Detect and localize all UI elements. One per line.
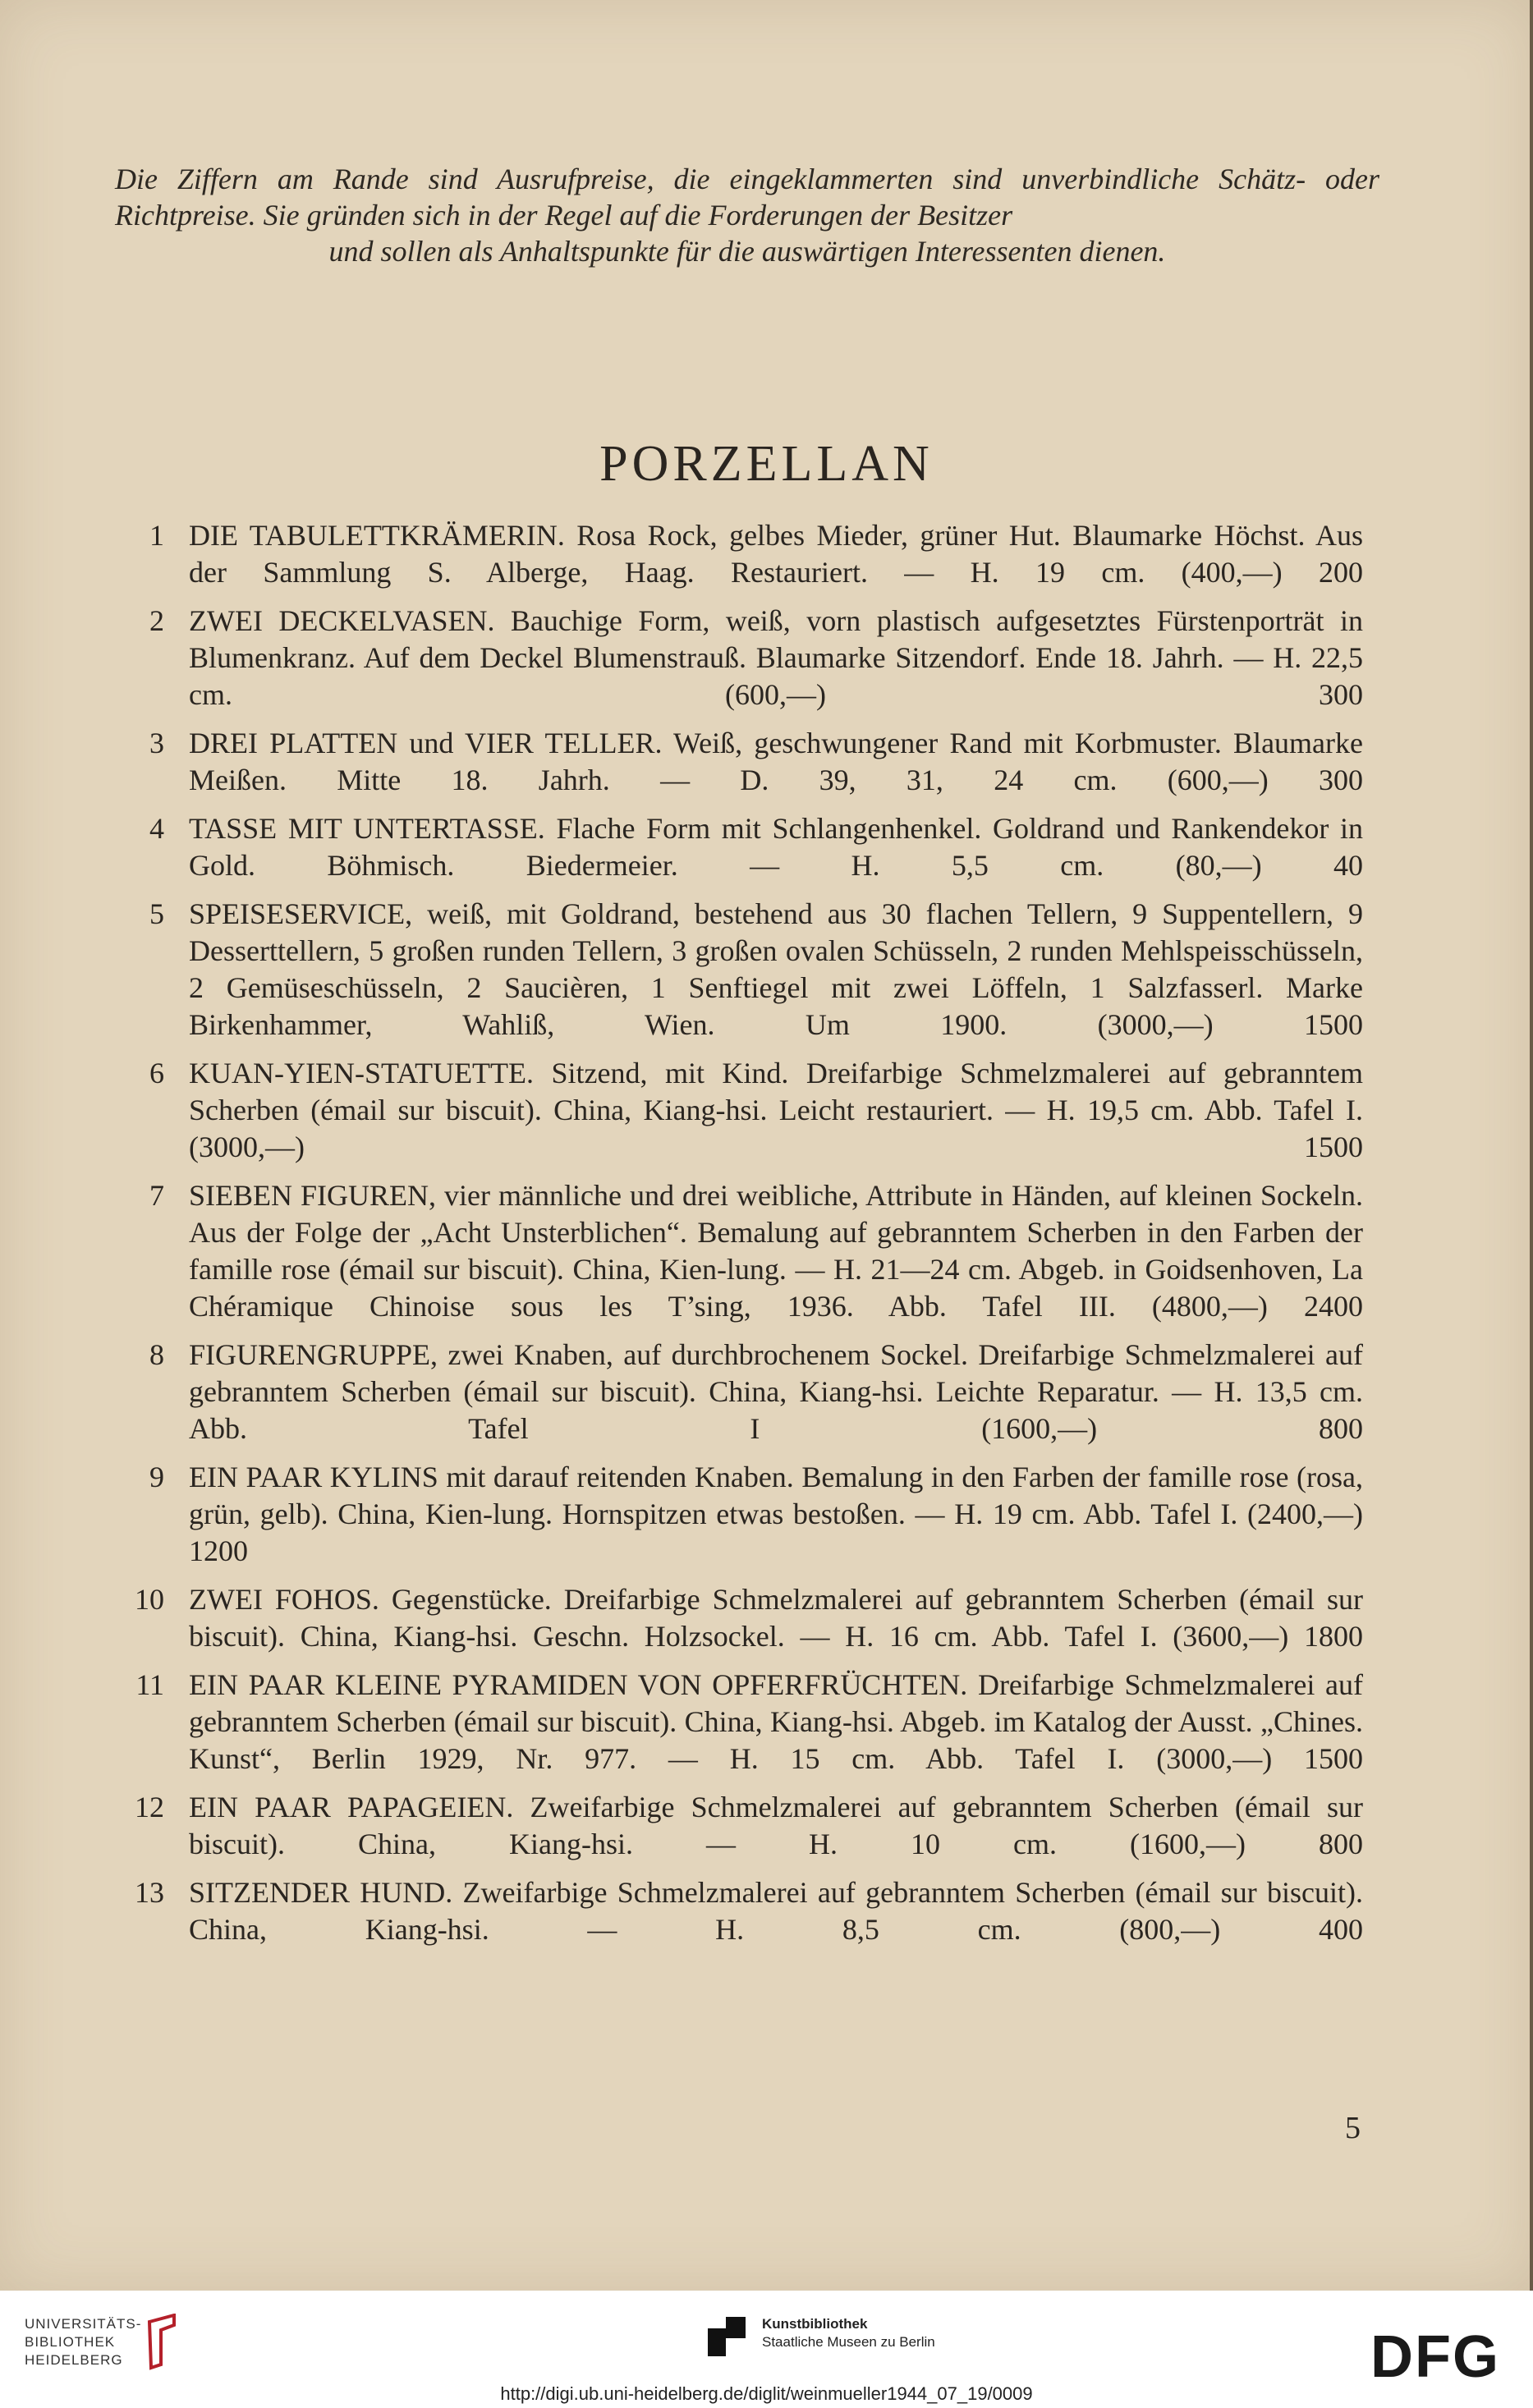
entry-number: 6 bbox=[149, 1057, 164, 1089]
intro-line-2: und sollen als Anhaltspunkte für die auswärtigen Interessenten dienen. bbox=[328, 235, 1166, 268]
catalog-entry bbox=[123, 1337, 1363, 1447]
kunstbibliothek-label[interactable]: Kunstbibliothek Staatliche Museen zu Berlin bbox=[762, 2316, 935, 2350]
kunstbibliothek-logo-icon bbox=[705, 2314, 750, 2360]
entry-text: EIN PAAR PAPAGEIEN. Zweifarbige Schmelzmalerei auf gebranntem Scherben (émail sur biscuit). China, Kiang-hsi. — H. 10 cm. (1600,—) 800 bbox=[189, 1791, 1363, 1860]
entry-text: DIE TABULETTKRÄMERIN. Rosa Rock, gelbes Mieder, grüner Hut. Blaumarke Höchst. Aus der Sammlung S. Alberge, Haag. Restauriert. — H. 19 cm. (400,—) 200 bbox=[189, 519, 1363, 589]
intro-line-1: Die Ziffern am Rande sind Ausrufpreise, die eingeklammerten sind unverbindliche Schätz- oder Richtpreise. Sie gründen sich in der Regel auf die Forderungen der Besitzer bbox=[115, 163, 1379, 232]
catalog-entries bbox=[123, 517, 1363, 1960]
entry-number: 10 bbox=[135, 1583, 164, 1616]
entry-text: EIN PAAR KLEINE PYRAMIDEN VON OPFERFRÜCHTEN. Dreifarbige Schmelzmalerei auf gebranntem Scherben (émail sur biscuit). China, Kiang-hsi. Abgeb. im Katalog der Ausst. „Chines. Kunst“, Berlin 1929, Nr. 977. — H. 15 cm. Abb. Tafel I. (3000,—) 1500 bbox=[189, 1668, 1363, 1775]
heidelberg-library-logo[interactable]: UNIVERSITÄTS- BIBLIOTHEK HEIDELBERG bbox=[25, 2316, 142, 2368]
entry-number: 13 bbox=[135, 1876, 164, 1909]
intro-note bbox=[115, 161, 1379, 269]
entry-text: EIN PAAR KYLINS mit darauf reitenden Knaben. Bemalung in den Farben der famille rose (rosa, grün, gelb). China, Kien-lung. Hornspitzen etwas bestoßen. — H. 19 cm. Abb. Tafel I. (2400,—) 1200 bbox=[189, 1461, 1363, 1567]
section-title: PORZELLAN bbox=[599, 436, 934, 492]
heidelberg-mark-icon bbox=[141, 2314, 182, 2371]
catalog-entry bbox=[123, 517, 1363, 591]
entry-number: 4 bbox=[149, 812, 164, 845]
entry-number: 12 bbox=[135, 1791, 164, 1823]
entry-number: 1 bbox=[149, 519, 164, 552]
entry-number: 2 bbox=[149, 604, 164, 637]
catalog-entry bbox=[123, 1789, 1363, 1863]
dfg-logo[interactable]: DFG bbox=[1370, 2324, 1500, 2390]
catalog-entry bbox=[123, 1055, 1363, 1166]
entry-number: 11 bbox=[135, 1668, 164, 1701]
entry-text: DREI PLATTEN und VIER TELLER. Weiß, geschwungener Rand mit Korbmuster. Blaumarke Meißen. Mitte 18. Jahrh. — D. 39, 31, 24 cm. (600,—) 300 bbox=[189, 727, 1363, 796]
entry-text: ZWEI FOHOS. Gegenstücke. Dreifarbige Schmelzmalerei auf gebranntem Scherben (émail sur biscuit). China, Kiang-hsi. Geschn. Holzsockel. — H. 16 cm. Abb. Tafel I. (3600,—) 1800 bbox=[189, 1583, 1363, 1653]
catalog-entry bbox=[123, 1874, 1363, 1948]
entry-number: 9 bbox=[149, 1461, 164, 1493]
entry-number: 3 bbox=[149, 727, 164, 759]
catalog-entry bbox=[123, 810, 1363, 884]
page-number: 5 bbox=[1345, 2111, 1361, 2145]
entry-text: KUAN-YIEN-STATUETTE. Sitzend, mit Kind. Dreifarbige Schmelzmalerei auf gebranntem Scherben (émail sur biscuit). China, Kiang-hsi. Leicht restauriert. — H. 19,5 cm. Abb. Tafel I. (3000,—) 1500 bbox=[189, 1057, 1363, 1163]
entry-number: 7 bbox=[149, 1179, 164, 1212]
catalog-entry bbox=[123, 1459, 1363, 1570]
catalog-entry bbox=[123, 896, 1363, 1043]
entry-text: ZWEI DECKELVASEN. Bauchige Form, weiß, vorn plastisch aufgesetztes Fürstenporträt in Blumenkranz. Auf dem Deckel Blumenstrauß. Blaumarke Sitzendorf. Ende 18. Jahrh. — H. 22,5 cm. (600,—) 300 bbox=[189, 604, 1363, 711]
permalink-url[interactable]: http://digi.ub.uni-heidelberg.de/diglit/weinmueller1944_07_19/0009 bbox=[500, 2383, 1033, 2404]
catalog-entry bbox=[123, 1581, 1363, 1655]
entry-text: TASSE MIT UNTERTASSE. Flache Form mit Schlangenhenkel. Goldrand und Rankendekor in Gold. Böhmisch. Biedermeier. — H. 5,5 cm. (80,—) 40 bbox=[189, 812, 1363, 882]
entry-text: SIEBEN FIGUREN, vier männliche und drei weibliche, Attribute in Händen, auf kleinen Sockeln. Aus der Folge der „Acht Unsterblichen“. Bemalung auf gebranntem Scherben in den Farben der famille rose (émail sur biscuit). China, Kien-lung. — H. 21—24 cm. Abgeb. in Goidsenhoven, La Chéramique Chinoise sous les T’sing, 1936. Abb. Tafel III. (4800,—) 2400 bbox=[189, 1179, 1363, 1323]
catalog-entry bbox=[123, 725, 1363, 799]
entry-number: 5 bbox=[149, 897, 164, 930]
catalog-entry bbox=[123, 603, 1363, 713]
catalog-entry bbox=[123, 1177, 1363, 1325]
entry-text: FIGURENGRUPPE, zwei Knaben, auf durchbrochenem Sockel. Dreifarbige Schmelzmalerei auf gebranntem Scherben (émail sur biscuit). China, Kiang-hsi. Leichte Reparatur. — H. 13,5 cm. Abb. Tafel I (1600,—) 800 bbox=[189, 1338, 1363, 1445]
catalog-entry bbox=[123, 1667, 1363, 1777]
entry-number: 8 bbox=[149, 1338, 164, 1371]
entry-text: SITZENDER HUND. Zweifarbige Schmelzmalerei auf gebranntem Scherben (émail sur biscuit). China, Kiang-hsi. — H. 8,5 cm. (800,—) 400 bbox=[189, 1876, 1363, 1946]
entry-text: SPEISESERVICE, weiß, mit Goldrand, bestehend aus 30 flachen Tellern, 9 Suppentellern, 9 Desserttellern, 5 großen runden Tellern, 3 großen ovalen Schüsseln, 2 runden Mehlspeisschüsseln, 2 Gemüseschüsseln, 2 Saucièren, 1 Senftiegel mit zwei Löffeln, 1 Salzfasserl. Marke Birkenhammer, Wahliß, Wien. Um 1900. (3000,—) 1500 bbox=[189, 897, 1363, 1041]
